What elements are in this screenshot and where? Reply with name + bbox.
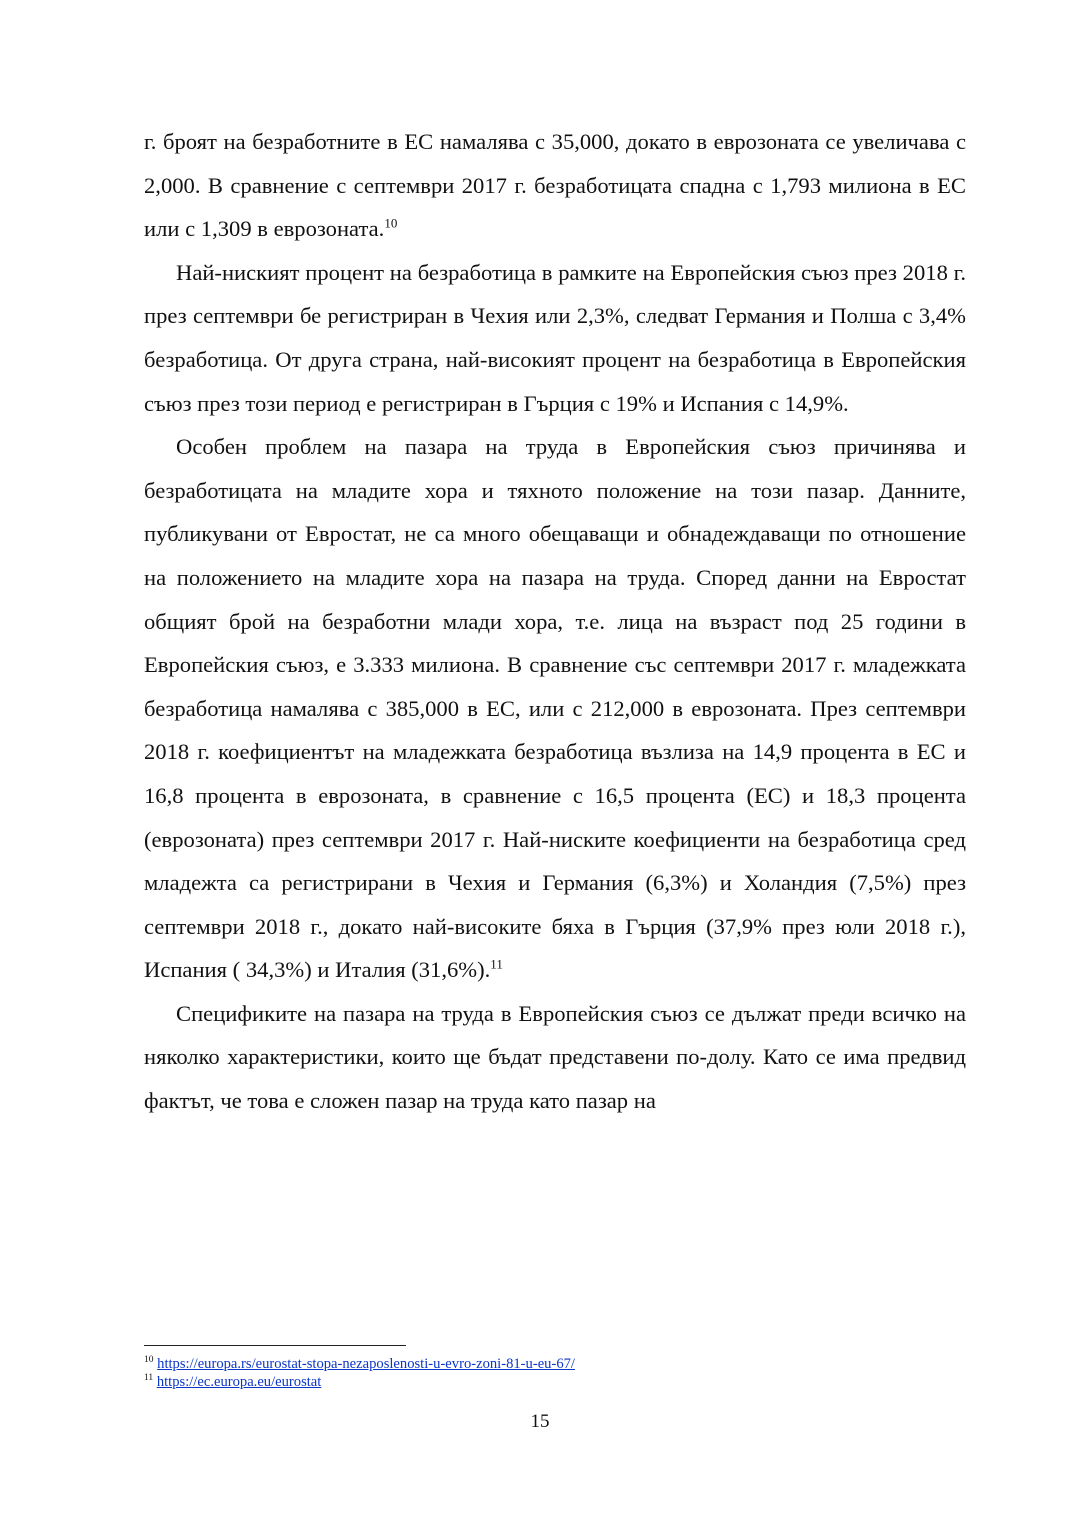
footnote-ref-11[interactable]: 11 [490,956,503,972]
footnotes [144,1355,966,1391]
paragraph-2 [144,251,966,425]
page-number: 15 [530,1411,550,1432]
footnote-11 [144,1373,966,1391]
page-body [144,120,966,1123]
paragraph-1-text: г. броят на безработните в ЕС намалява с 35,000, докато в еврозоната се увеличава с 2,000. В сравнение с септември 2017 г. безработицата спадна с 1,793 милиона в ЕС или с 1,309 в еврозоната. [144,129,966,242]
paragraph-2-text: Най-ниският процент на безработица в рамките на Европейския съюз през 2018 г. през септември бе регистриран в Чехия или 2,3%, следват Германия и Полша с 3,4% безработица. От друга страна, най-високият процент на безработица в Европейския съюз през този период е регистриран в Гърция с 19% и Испания с 14,9%. [144,259,966,416]
footnote-number: 11 [144,1373,154,1384]
paragraph-3 [144,425,966,992]
footnote-link[interactable]: https://europa.rs/eurostat-stopa-nezaposlenosti-u-evro-zoni-81-u-eu-67/ [157,1356,575,1372]
footnote-ref-10[interactable]: 10 [384,215,398,231]
paragraph-1 [144,120,966,251]
footnote-number: 10 [144,1355,154,1366]
paragraph-3-text: Особен проблем на пазара на труда в Европейския съюз причинява и безработицата на младите хора и тяхното положение на този пазар. Данните, публикувани от Евростат, не са много обещаващи и обнадеждаващи по отношение на положението на младите хора на пазара на труда. Според данни на Евростат общият брой на безработни млади хора, т.е. лица на възраст под 25 години в Европейския съюз, е 3.333 милиона. В сравнение със септември 2017 г. младежката безработица намалява с 385,000 в ЕС, или с 212,000 в еврозоната. През септември 2018 г. коефициентът на младежката безработица възлиза на 14,9 процента в ЕС и 16,8 процента в еврозоната, в сравнение с 16,5 процента (ЕС) и 18,3 процента (еврозоната) през септември 2017 г. Най-ниските коефициенти на безработица сред младежта са регистрирани в Чехия и Германия (6,3%) и Холандия (7,5%) през септември 2018 г., докато най-високите бяха в Гърция (37,9% през юли 2018 г.), Испания ( 34,3%) и Италия (31,6%). [144,434,966,983]
footnote-separator [144,1345,406,1346]
footnote-link[interactable]: https://ec.europa.eu/eurostat [156,1374,322,1390]
footnote-10 [144,1355,966,1373]
paragraph-4 [144,992,966,1123]
paragraph-4-text: Спецификите на пазара на труда в Европейския съюз се дължат преди всичко на няколко характеристики, които ще бъдат представени по-долу. Като се има предвид фактът, че това е сложен пазар на труда като пазар на [144,1000,966,1114]
